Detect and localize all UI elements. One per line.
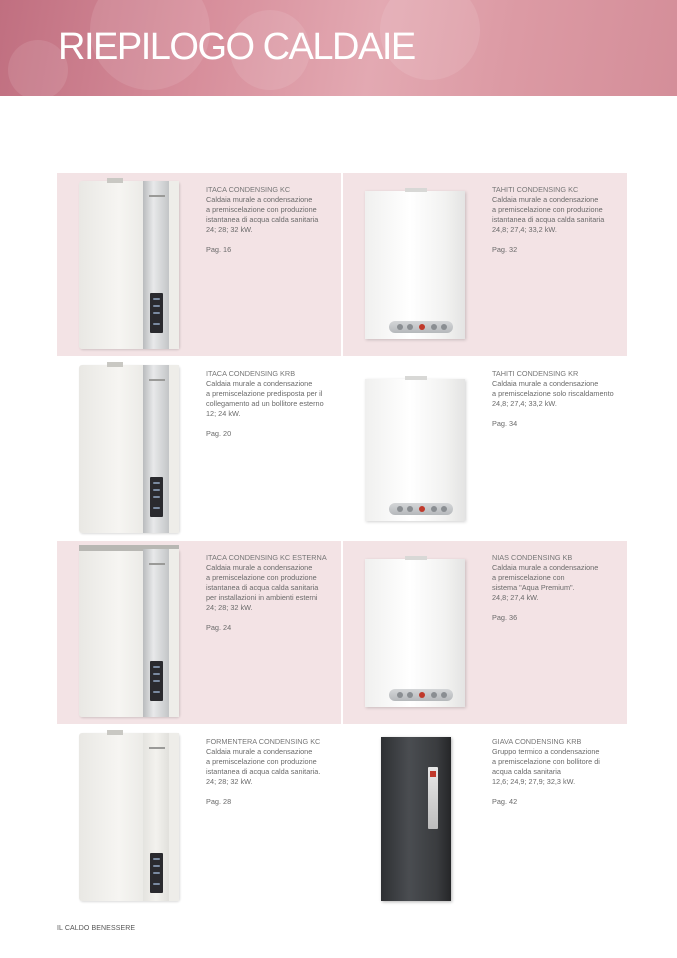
product-info: [492, 369, 626, 429]
product-desc-line: a premiscelazione con produzione: [492, 205, 603, 214]
product-desc-line: collegamento ad un bollitore esterno: [206, 399, 324, 408]
product-name: FORMENTERA CONDENSING KC: [206, 737, 321, 746]
product-desc-line: per installazioni in ambienti esterni: [206, 593, 318, 602]
page-ref: Pag. 16: [206, 245, 232, 254]
product-desc-line: a premiscelazione predisposta per il: [206, 389, 323, 398]
product-desc-line: 24,8; 27,4; 33,2 kW.: [492, 399, 557, 408]
product-card: [57, 725, 341, 908]
wall-boiler-tahiti-icon: [365, 559, 465, 707]
product-desc-line: Caldaia murale a condensazione: [206, 379, 313, 388]
product-name: ITACA CONDENSING KC ESTERNA: [206, 553, 327, 562]
product-desc-line: a premiscelazione con: [492, 573, 565, 582]
product-info: [492, 553, 626, 623]
page-title: RIEPILOGO CALDAIE: [58, 26, 415, 68]
product-card: [343, 173, 627, 356]
product-desc-line: a premiscelazione con produzione: [206, 757, 317, 766]
product-card: [343, 725, 627, 908]
product-desc-line: Caldaia murale a condensazione: [206, 563, 313, 572]
product-info: [206, 369, 340, 439]
product-info: [206, 553, 340, 633]
wall-boiler-itaca-icon: [79, 733, 179, 901]
product-desc-line: Caldaia murale a condensazione: [492, 195, 599, 204]
product-desc-line: istantanea di acqua calda sanitaria: [206, 583, 319, 592]
product-desc-line: 24; 28; 32 kW.: [206, 603, 253, 612]
product-card: [343, 357, 627, 540]
page-ref: Pag. 24: [206, 623, 232, 632]
product-info: [492, 737, 626, 807]
page-ref: Pag. 20: [206, 429, 232, 438]
wall-boiler-itaca-icon: [79, 549, 179, 717]
wall-boiler-tahiti-icon: [365, 379, 465, 521]
product-name: NIAS CONDENSING KB: [492, 553, 573, 562]
product-desc-line: Gruppo termico a condensazione: [492, 747, 600, 756]
page-ref: Pag. 28: [206, 797, 232, 806]
product-name: TAHITI CONDENSING KC: [492, 185, 579, 194]
product-desc-line: Caldaia murale a condensazione: [492, 379, 599, 388]
page-ref: Pag. 42: [492, 797, 518, 806]
product-desc-line: Caldaia murale a condensazione: [206, 195, 313, 204]
product-name: GIAVA CONDENSING KRB: [492, 737, 582, 746]
product-desc-line: istantanea di acqua calda sanitaria: [492, 215, 605, 224]
product-card: [57, 541, 341, 724]
page-ref: Pag. 32: [492, 245, 518, 254]
product-desc-line: 12; 24 kW.: [206, 409, 241, 418]
product-desc-line: istantanea di acqua calda sanitaria.: [206, 767, 321, 776]
product-desc-line: a premiscelazione con produzione: [206, 205, 317, 214]
page-header: [0, 0, 677, 96]
product-desc-line: 24; 28; 32 kW.: [206, 225, 253, 234]
product-desc-line: 12,6; 24,9; 27,9; 32,3 kW.: [492, 777, 576, 786]
product-desc-line: a premiscelazione con produzione: [206, 573, 317, 582]
product-desc-line: 24,8; 27,4; 33,2 kW.: [492, 225, 557, 234]
product-desc-line: a premiscelazione con bollitore di: [492, 757, 600, 766]
product-desc-line: sistema "Aqua Premium".: [492, 583, 575, 592]
product-desc-line: Caldaia murale a condensazione: [206, 747, 313, 756]
product-card: [57, 357, 341, 540]
product-info: [206, 737, 340, 807]
product-desc-line: acqua calda sanitaria: [492, 767, 561, 776]
wall-boiler-itaca-icon: [79, 365, 179, 533]
page-footer: IL CALDO BENESSERE: [57, 925, 136, 932]
product-name: TAHITI CONDENSING KR: [492, 369, 579, 378]
product-desc-line: a premiscelazione solo riscaldamento: [492, 389, 614, 398]
wall-boiler-itaca-icon: [79, 181, 179, 349]
product-desc-line: 24; 28; 32 kW.: [206, 777, 253, 786]
wall-boiler-tahiti-icon: [365, 191, 465, 339]
product-info: [206, 185, 340, 255]
product-info: [492, 185, 626, 255]
product-card: [343, 541, 627, 724]
product-desc-line: Caldaia murale a condensazione: [492, 563, 599, 572]
product-desc-line: 24,8; 27,4 kW.: [492, 593, 539, 602]
product-card: [57, 173, 341, 356]
page-ref: Pag. 36: [492, 613, 518, 622]
page-ref: Pag. 34: [492, 419, 518, 428]
floor-boiler-giava-icon: [381, 737, 451, 901]
product-name: ITACA CONDENSING KC: [206, 185, 291, 194]
product-name: ITACA CONDENSING KRB: [206, 369, 296, 378]
product-desc-line: istantanea di acqua calda sanitaria: [206, 215, 319, 224]
